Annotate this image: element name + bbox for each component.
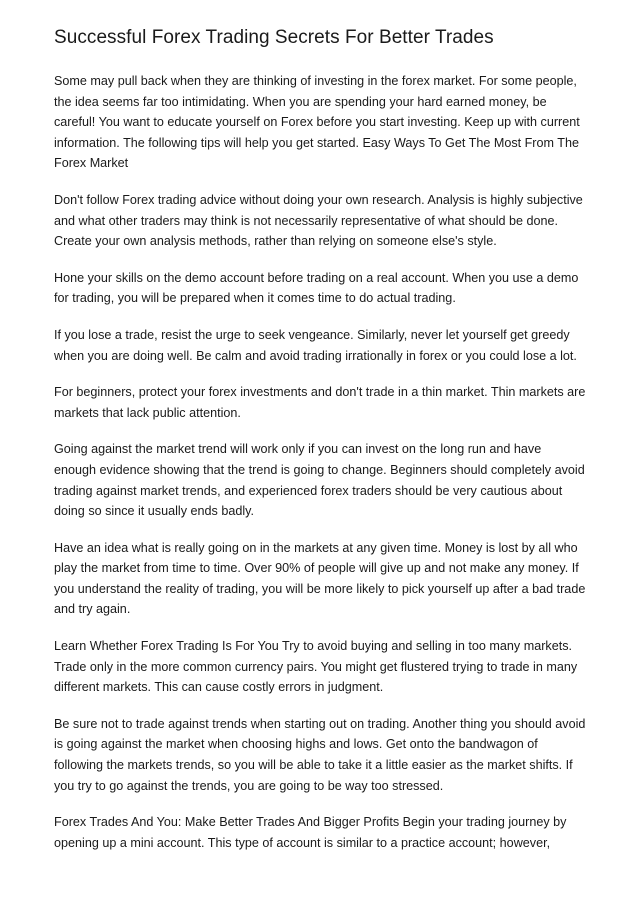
paragraph-thin-market: For beginners, protect your forex investments and don't trade in a thin market. Thin markets are markets that lack public attention. <box>54 385 586 420</box>
paragraph-demo-account: Hone your skills on the demo account before trading on a real account. When you use a demo for trading, you will be prepared when it comes time to do actual trading. <box>54 270 579 306</box>
paragraph-mini-account: Forex Trades And You: Make Better Trades And Bigger Profits Begin your trading journey by opening up a mini account. This type of account is similar to a practice account; however, <box>54 815 567 850</box>
paragraph-lose-trade: If you lose a trade, resist the urge to seek vengeance. Similarly, never let yourself get greedy when you are doing well. Be calm and avoid trading irrationally in forex or you could lose a lot. <box>54 327 577 363</box>
paragraph-market-trend: Going against the market trend will work only if you can invest on the long run and have enough evidence showing that the trend is going to change. Beginners should completely avoid trading against market trends, and experienced forex traders should be very cautious about doing so since it usually ends badly. <box>54 442 585 519</box>
paragraph-market-idea: Have an idea what is really going on in the markets at any given time. Money is lost by all who play the market from time to time. Over 90% of people will give up and not make any money. If you understand the reality of trading, you will be more likely to pick yourself up after a bad trade and try again. <box>54 540 586 617</box>
paragraph-intro: Some may pull back when they are thinking of investing in the forex market. For some people, the idea seems far too intimidating. When you are spending your hard earned money, be careful! You want to educate yourself on Forex before you start investing. Keep up with current information. The following tips will help you get started. Easy Ways To Get The Most From The Forex Market <box>54 74 580 171</box>
paragraph-learn-whether: Learn Whether Forex Trading Is For You Try to avoid buying and selling in too many markets. Trade only in the more common currency pairs. You might get flustered trying to trade in many different markets. This can cause costly errors in judgment. <box>54 639 578 695</box>
paragraph-research: Don't follow Forex trading advice without doing your own research. Analysis is highly subjective and what other traders may think is not necessarily representative of what should be done. Create your own analysis methods, rather than relying on someone else's style. <box>54 192 583 249</box>
document-title: Successful Forex Trading Secrets For Better Trades <box>54 27 494 48</box>
document-page <box>54 26 586 869</box>
paragraph-against-trends: Be sure not to trade against trends when starting out on trading. Another thing you should avoid is going against the market when choosing highs and lows. Get onto the bandwagon of following the markets trends, so you will be able to take it a little easier as the market shifts. If you try to go against the trends, you are going to be way too stressed. <box>54 716 586 793</box>
